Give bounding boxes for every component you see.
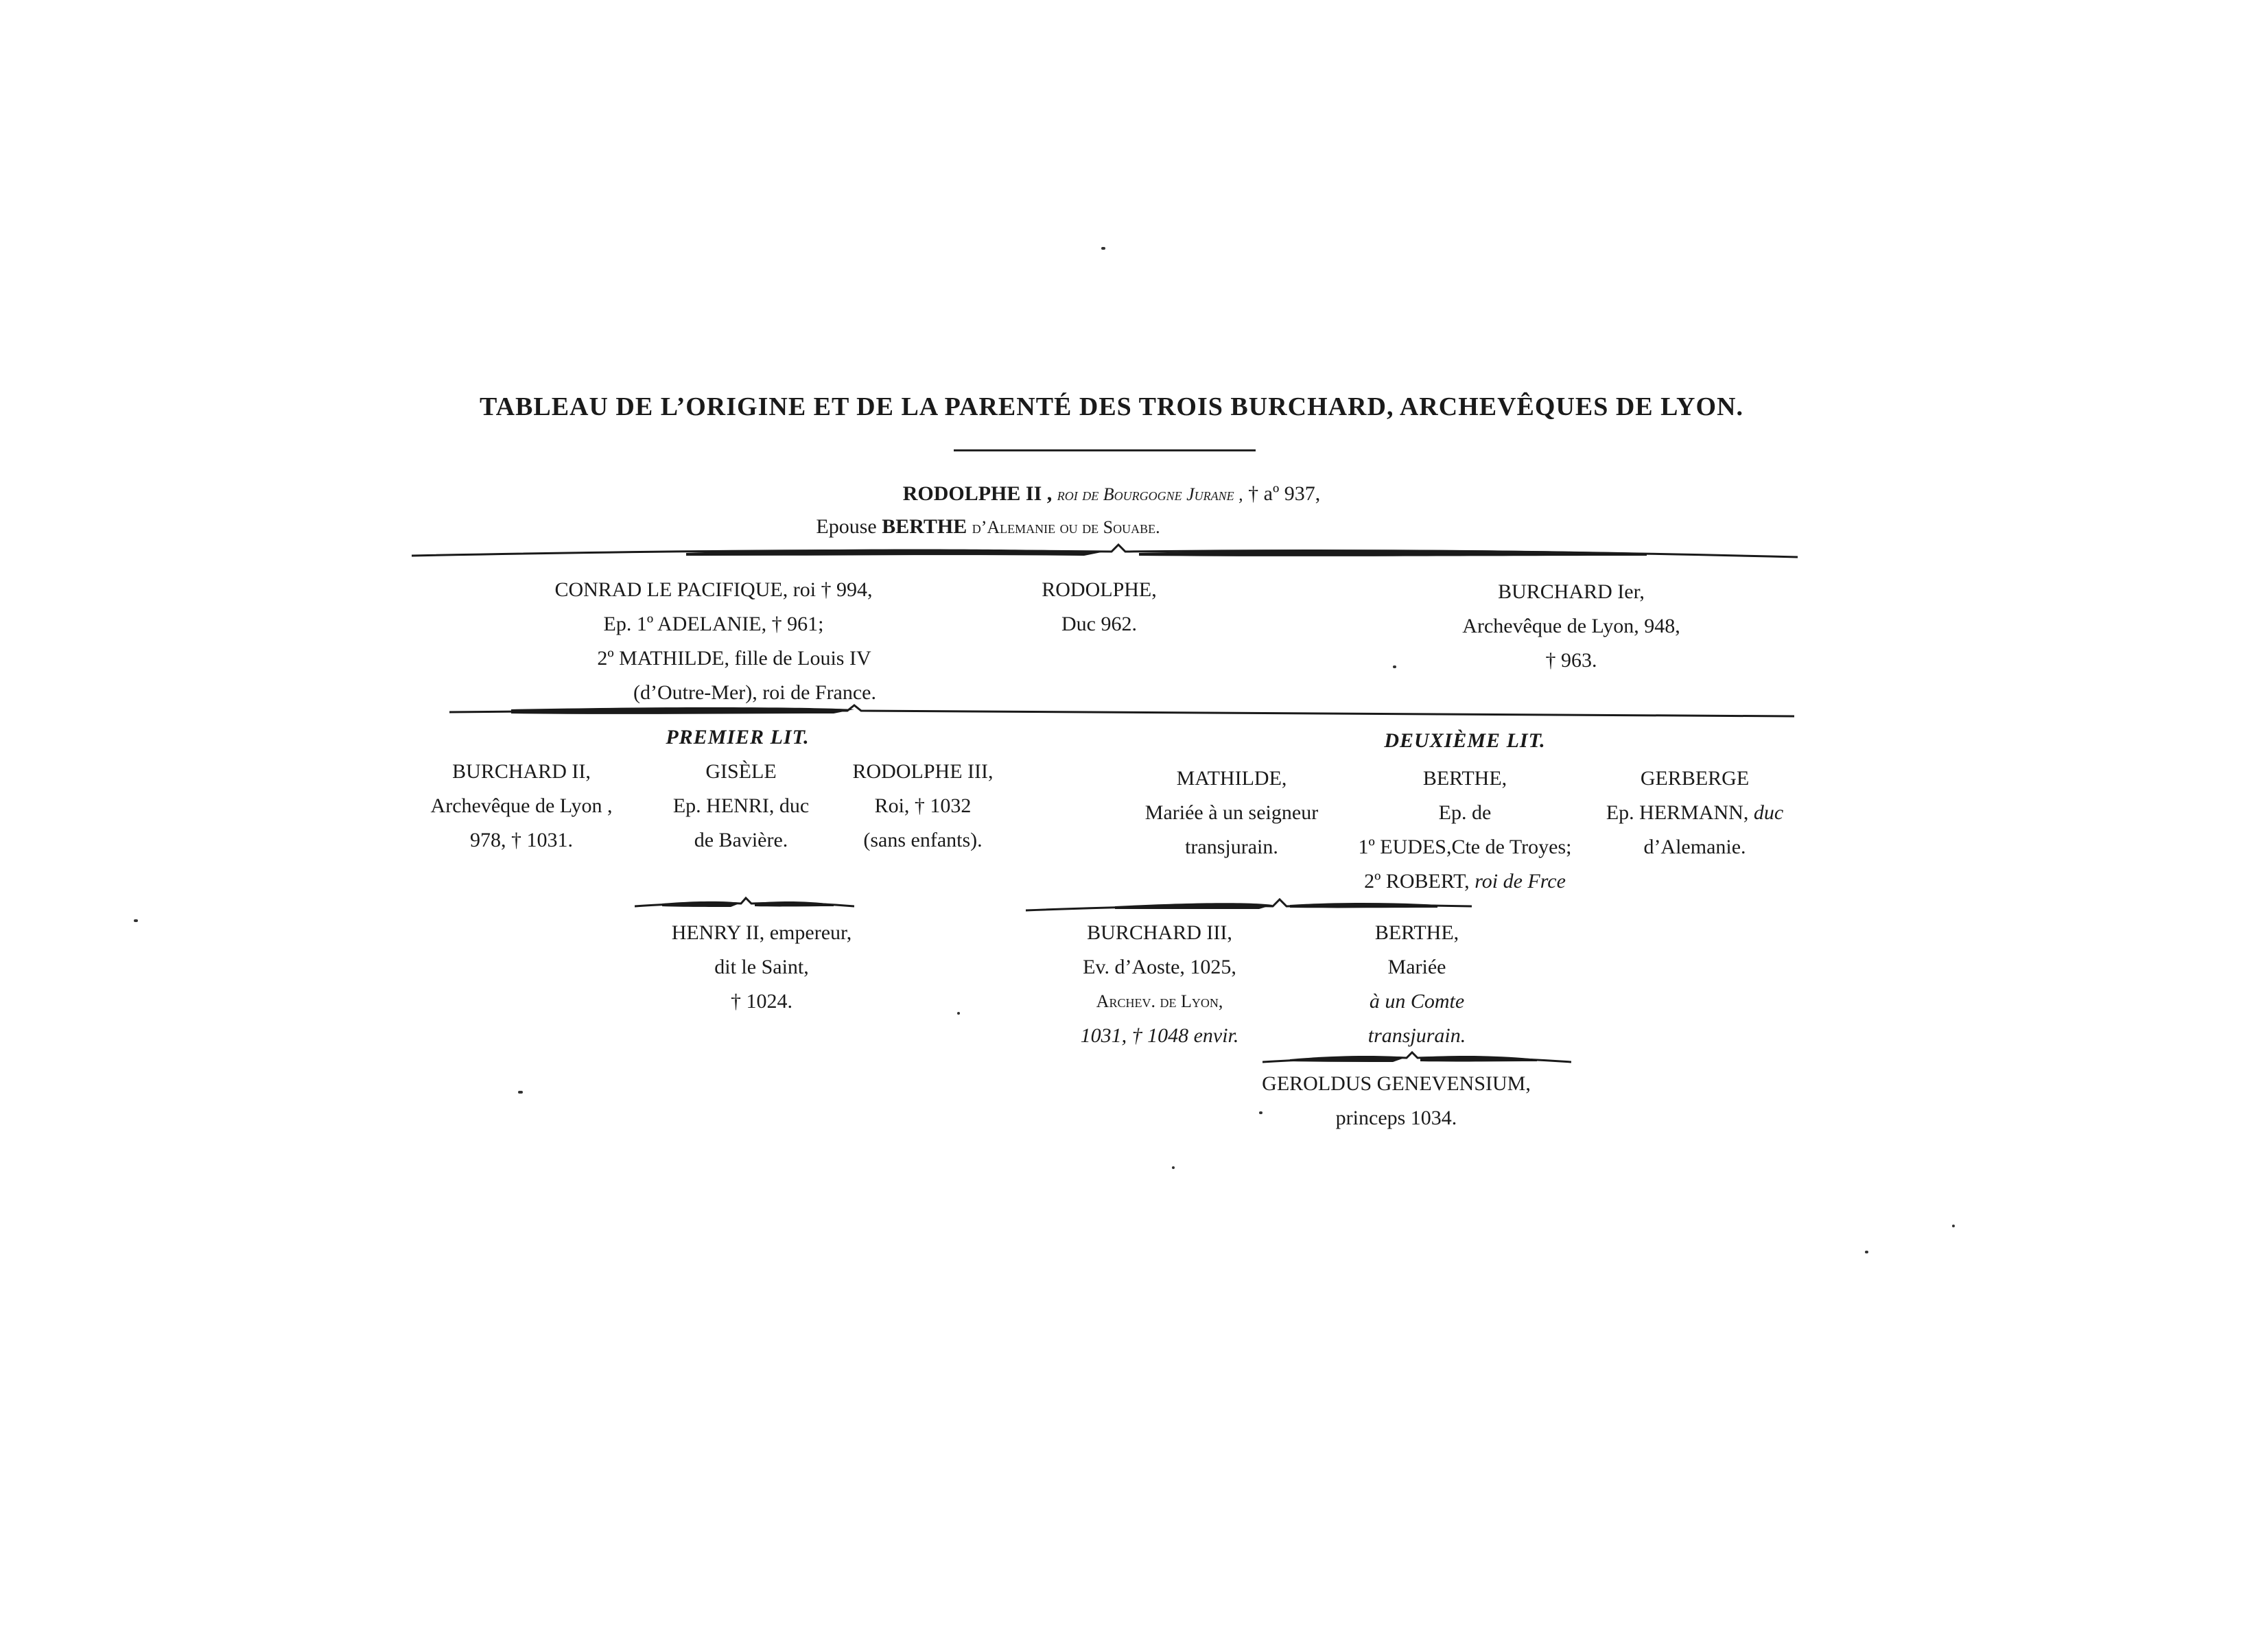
rodolphe-duc-block	[1042, 573, 1157, 641]
root-title: roi de Bourgogne Jurane ,	[1057, 484, 1243, 504]
gerberge-line-3: d’Alemanie.	[1643, 836, 1746, 858]
header-premier-lit: PREMIER LIT.	[666, 726, 810, 748]
gerberge-duc: duc	[1753, 801, 1784, 824]
page-title: TABLEAU DE L’ORIGINE ET DE LA PARENTÉ DES TROIS BURCHARD, ARCHEVÊQUES DE LYON.	[480, 392, 1743, 421]
scan-speck	[518, 1091, 523, 1094]
brace-mathilde	[1026, 895, 1472, 919]
berthe-block	[1359, 762, 1572, 899]
gisele-line-2: Ep. HENRI, duc	[672, 794, 810, 817]
root-date: † aº 937,	[1248, 482, 1321, 505]
root-line-1	[903, 477, 1321, 512]
gerberge-block	[1606, 762, 1783, 864]
henry2-line-1: HENRY II, empereur,	[671, 921, 852, 944]
brace-gisele	[635, 895, 854, 916]
berthe2-line-4: transjurain.	[1367, 1024, 1466, 1047]
scan-speck	[1393, 665, 1396, 668]
mathilde-line-2: Mariée à un seigneur	[1144, 801, 1319, 824]
rodolphe3-block	[853, 755, 994, 858]
berthe-robert: 2º ROBERT,	[1364, 870, 1470, 893]
brace-root	[412, 542, 1798, 569]
burchard3-line-3: Archev. de Lyon,	[1096, 991, 1223, 1011]
root-name: RODOLPHE II ,	[902, 482, 1053, 505]
burchard1-line-2: Archevêque de Lyon, 948,	[1462, 615, 1680, 637]
henry2-line-2: dit le Saint,	[714, 956, 809, 978]
burchard2-line-3: 978, † 1031.	[470, 829, 573, 851]
scan-speck	[1865, 1251, 1868, 1253]
rodolphe3-line-2: Roi, † 1032	[874, 794, 972, 817]
scan-speck	[134, 919, 138, 922]
burchard3-block	[1081, 916, 1239, 1053]
berthe2-line-3: à un Comte	[1369, 990, 1465, 1013]
burchard1-line-3: † 963.	[1545, 649, 1597, 672]
burchard3-line-1: BURCHARD III,	[1087, 921, 1232, 944]
burchard3-line-4: 1031, † 1048 envir.	[1080, 1024, 1239, 1047]
burchard1-block	[1462, 575, 1680, 678]
berthe-line-2: Ep. de	[1438, 801, 1492, 824]
rodolphe-duc-line-2: Duc 962.	[1061, 613, 1137, 635]
conrad-block	[551, 573, 876, 710]
scan-speck	[1101, 247, 1105, 250]
henry2-block	[672, 916, 852, 1019]
mathilde-block	[1145, 762, 1318, 864]
title-rule	[954, 449, 1256, 451]
berthe-roi: roi de Frce	[1475, 870, 1566, 893]
brace-conrad	[449, 701, 1794, 726]
conrad-line-3: 2º MATHILDE, fille de Louis IV	[597, 647, 871, 670]
gisele-line-1: GISÈLE	[705, 760, 777, 783]
burchard2-line-1: BURCHARD II,	[452, 760, 591, 783]
burchard2-line-2: Archevêque de Lyon ,	[430, 794, 613, 817]
root-spouse-origin: d’Alemanie ou de Souabe.	[972, 517, 1160, 537]
gerberge-line-2	[1606, 796, 1783, 830]
berthe-line-1: BERTHE,	[1422, 767, 1507, 790]
burchard3-line-2: Ev. d’Aoste, 1025,	[1083, 956, 1236, 978]
burchard2-block	[431, 755, 613, 858]
mathilde-line-3: transjurain.	[1185, 836, 1278, 858]
root-epouse: Epouse	[816, 515, 877, 538]
scan-speck	[1172, 1166, 1175, 1169]
geroldus-block	[1262, 1067, 1531, 1135]
gisele-block	[673, 755, 809, 858]
berthe2-block	[1368, 916, 1466, 1053]
rodolphe3-line-3: (sans enfants).	[863, 829, 983, 851]
scan-speck	[1259, 1111, 1262, 1114]
berthe-line-4	[1359, 864, 1572, 899]
header-deuxieme-lit: DEUXIÈME LIT.	[1384, 729, 1546, 752]
scan-speck	[1952, 1225, 1955, 1227]
berthe-line-3: 1º EUDES,Cte de Troyes;	[1358, 836, 1572, 858]
scan-speck	[957, 1012, 960, 1015]
henry2-line-3: † 1024.	[730, 990, 792, 1013]
gerberge-hermann: Ep. HERMANN,	[1606, 801, 1749, 824]
berthe2-line-1: BERTHE,	[1374, 921, 1459, 944]
conrad-line-2: Ep. 1º ADELANIE, † 961;	[603, 613, 824, 635]
gisele-line-3: de Bavière.	[694, 829, 788, 851]
geroldus-line-1: GEROLDUS GENEVENSIUM,	[1262, 1072, 1531, 1095]
rodolphe-duc-line-1: RODOLPHE,	[1042, 578, 1157, 601]
mathilde-line-1: MATHILDE,	[1176, 767, 1287, 790]
burchard1-line-1: BURCHARD Ier,	[1498, 580, 1645, 603]
geroldus-line-2: princeps 1034.	[1335, 1107, 1457, 1129]
root-line-2	[816, 510, 1160, 545]
conrad-line-1: CONRAD LE PACIFIQUE, roi † 994,	[554, 578, 873, 601]
berthe2-line-2: Mariée	[1387, 956, 1446, 978]
conrad-line-4: (d’Outre-Mer), roi de France.	[633, 681, 877, 704]
root-spouse-name: BERTHE	[882, 515, 967, 538]
rodolphe3-line-1: RODOLPHE III,	[852, 760, 994, 783]
gerberge-line-1: GERBERGE	[1640, 767, 1750, 790]
